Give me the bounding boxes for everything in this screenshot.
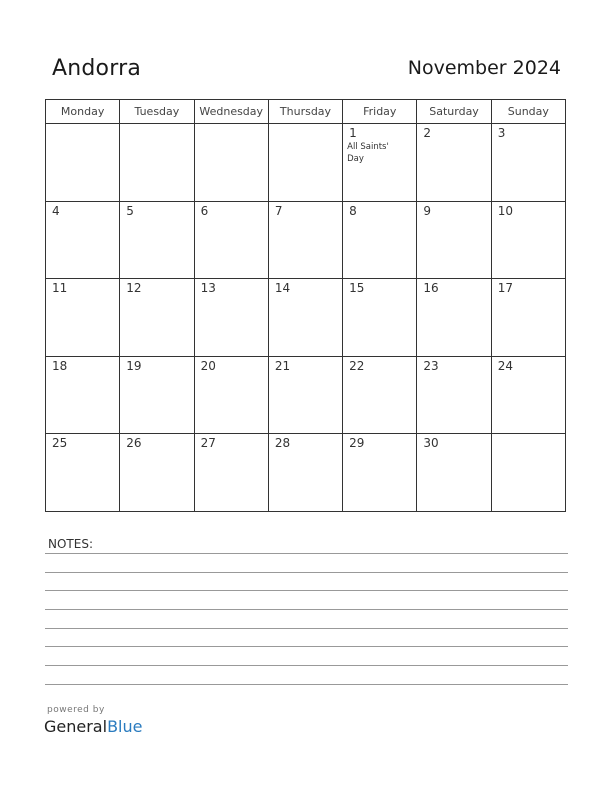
day-number: 17 [497,281,513,296]
weekday-header-row [46,100,566,124]
day-number: 11 [52,281,68,296]
day-cell [268,124,342,202]
day-number: 16 [423,281,439,296]
brand-logo[interactable] [44,717,142,736]
day-number: 21 [274,358,291,373]
country-title: Andorra [52,56,142,81]
weekday-header: Monday [46,100,120,124]
day-cell [268,201,342,279]
day-cell [417,279,491,357]
day-cell [120,124,194,202]
note-line [45,628,568,629]
day-number: 26 [126,436,142,451]
powered-by-text: powered by [47,705,105,715]
note-line [45,553,568,554]
day-number: 20 [200,358,216,373]
day-cell [417,434,491,512]
day-cell [343,124,417,202]
week-row [46,124,566,202]
note-line [45,572,568,573]
week-row [46,201,566,279]
note-line [45,609,568,610]
day-cell [46,124,120,202]
note-line [45,646,568,647]
day-cell [194,434,268,512]
day-number: 4 [52,203,60,218]
weekday-header: Thursday [268,100,342,124]
brand-blue: Blue [107,717,143,736]
note-line [45,684,568,685]
week-row [46,356,566,434]
day-number: 2 [423,126,432,140]
day-number: 18 [52,358,68,373]
day-cell [268,434,342,512]
day-cell [194,356,268,434]
day-cell [343,279,417,357]
day-number: 12 [126,281,142,296]
day-cell [491,279,565,357]
note-line [45,590,568,591]
day-cell [417,356,491,434]
day-number: 29 [349,436,365,451]
day-cell [46,279,120,357]
day-number [269,124,342,126]
day-number: 24 [497,358,513,373]
day-number: 5 [126,203,134,218]
holiday-label: All Saints' Day [347,142,389,164]
day-cell [343,434,417,512]
day-number: 15 [349,281,365,296]
day-number: 7 [274,203,283,218]
day-number: 13 [200,281,216,296]
weekday-header: Tuesday [120,100,194,124]
day-cell [491,201,565,279]
day-number: 3 [497,126,506,140]
weekday-header: Wednesday [194,100,268,124]
day-cell [417,201,491,279]
day-cell [268,279,342,357]
day-number: 30 [423,436,439,451]
weekday-header: Sunday [491,100,565,124]
note-line [45,665,568,666]
day-cell [46,201,120,279]
day-number: 23 [423,358,439,373]
day-number: 9 [423,203,432,218]
day-cell [120,279,194,357]
day-number: 10 [497,203,513,218]
week-row [46,434,566,512]
day-number: 25 [52,436,68,451]
day-cell [46,356,120,434]
day-cell [343,201,417,279]
day-cell [268,356,342,434]
week-row [46,279,566,357]
day-cell [46,434,120,512]
day-number [46,124,119,126]
day-number [492,434,565,436]
day-number: 19 [126,358,142,373]
day-cell [417,124,491,202]
day-cell [194,201,268,279]
day-number [120,124,193,126]
day-cell [194,279,268,357]
day-cell [491,356,565,434]
day-cell [120,356,194,434]
day-cell [194,124,268,202]
month-year-title: November 2024 [407,57,561,79]
weekday-header: Saturday [417,100,491,124]
day-number: 1 [349,126,357,140]
brand-general: General [44,717,108,736]
day-number [195,124,268,126]
day-number: 8 [349,203,357,218]
weekday-header: Friday [343,100,417,124]
day-cell [491,124,565,202]
day-number: 6 [200,203,209,218]
day-cell [491,434,565,512]
day-number: 22 [349,358,365,373]
calendar-grid [45,99,566,512]
day-cell [120,201,194,279]
day-number: 27 [200,436,216,451]
day-number: 28 [274,436,291,451]
day-cell [343,356,417,434]
day-number: 14 [274,281,291,296]
day-cell [120,434,194,512]
notes-label: NOTES: [48,537,93,551]
